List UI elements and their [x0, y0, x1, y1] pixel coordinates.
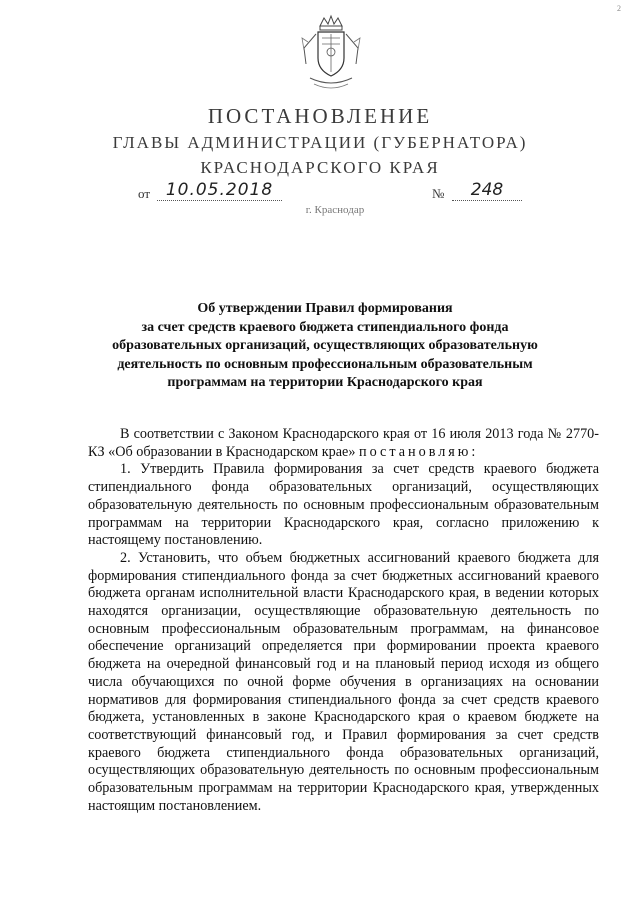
date-label: от — [138, 186, 151, 201]
number-label: № — [432, 186, 445, 201]
document-title — [90, 300, 560, 393]
date-value: 10.05.2018 — [157, 180, 282, 201]
number-value: 248 — [452, 180, 522, 201]
document-type-heading: ПОСТАНОВЛЕНИЕ — [207, 104, 433, 128]
preamble-paragraph — [88, 426, 599, 461]
title-line: программам на территории Краснодарского края — [167, 375, 483, 390]
issuer-heading: ГЛАВЫ АДМИНИСТРАЦИИ (ГУБЕРНАТОРА) — [112, 133, 528, 152]
clause-1-paragraph: 1. Утвердить Правила формирования за счет средств краевого бюджета стипендиального фонда образовательных организаций, осуществляющих образовательную деятельность по основным профессиональным образовательным программам на территории Краснодарского края, согласно приложению к настоящему постановлению. — [88, 461, 599, 549]
region-heading: КРАСНОДАРСКОГО КРАЯ — [200, 158, 440, 177]
resolution-word: постановляю: — [359, 443, 479, 460]
title-line: за счет средств краевого бюджета стипендиального фонда — [141, 319, 509, 335]
clause-2-paragraph: 2. Установить, что объем бюджетных ассигнований краевого бюджета для формирования стипендиального фонда за счет бюджетных ассигнований краевого бюджета органам исполнительной власти Краснодарского края, в ведении которых находятся организации, осуществляющие образовательную деятельность по основным профессиональным образовательным программам, на финансовое обеспечение организаций определяется при формировании проекта краевого бюджета на очередной финансовый год и на плановый период исходя из общего числа обучающихся по очной форме обучения в организациях на основании нормативов для формирования стипендиального фонда за счет средств краевого бюджета, установленных в законе Краснодарского края о краевом бюджете на соответствующий финансовый год, и Правил формирования за счет средств краевого бюджета стипендиального фонда образовательных организаций, осуществляющих образовательную деятельность по основным профессиональным образовательным программам на территории Краснодарского края, утвержденных настоящим постановлением. — [88, 549, 599, 814]
title-line: Об утверждении Правил формирования — [197, 301, 453, 316]
page-number: 2 — [617, 4, 622, 13]
city-stamp: г. Краснодар — [305, 204, 365, 216]
krasnodar-coat-of-arms-icon — [298, 14, 364, 94]
title-line: образовательных организаций, осуществляющих образовательную — [112, 338, 538, 353]
preamble-text: В соответствии с Законом Краснодарского края от 16 июля 2013 года № 2770-КЗ «Об образовании в Краснодарском крае» — [88, 426, 599, 460]
title-line: деятельность по основным профессиональным образовательным — [117, 356, 533, 372]
document-body — [88, 426, 599, 815]
